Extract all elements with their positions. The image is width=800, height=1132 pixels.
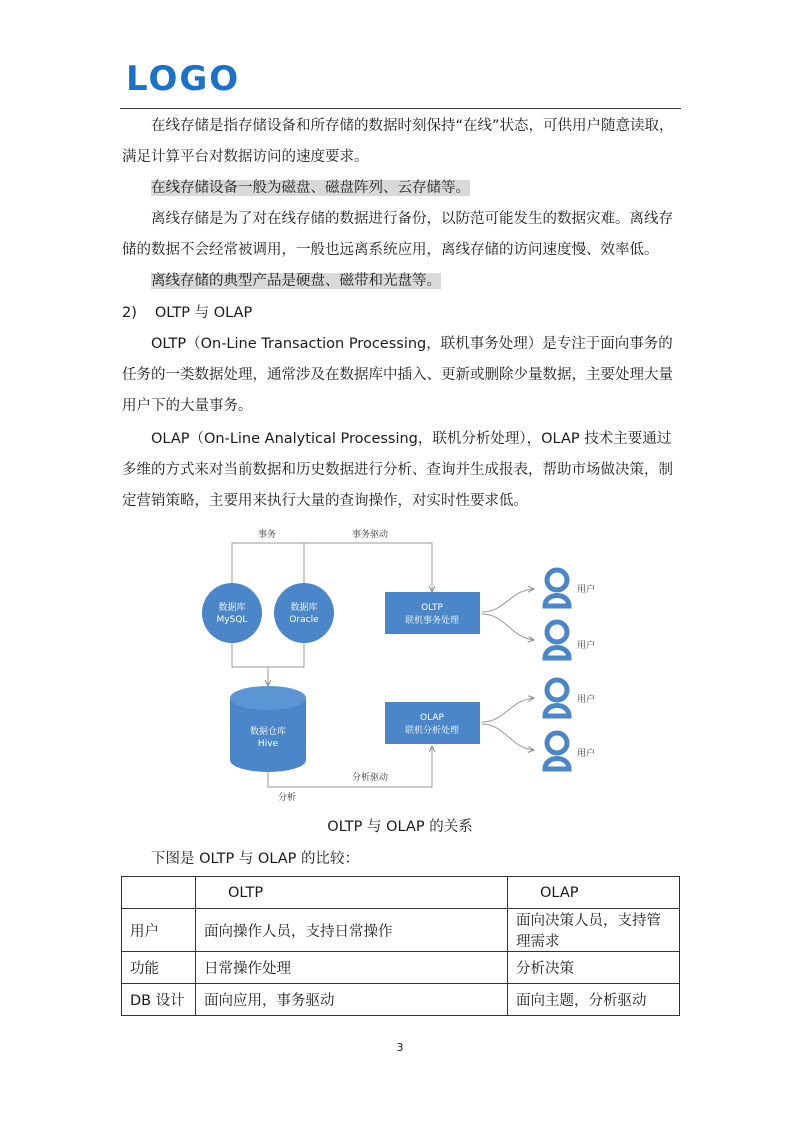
logo: LOGO bbox=[126, 59, 241, 99]
table-cell: 面向决策人员，支持管理需求 bbox=[508, 909, 680, 952]
db-merge-line bbox=[232, 643, 304, 667]
user-label: 用户 bbox=[577, 641, 596, 651]
db-mysql-label: 数据库 bbox=[218, 603, 246, 613]
db-oracle-circle bbox=[274, 583, 334, 643]
warehouse-name: Hive bbox=[257, 739, 279, 749]
relationship-diagram bbox=[190, 520, 610, 810]
paragraph-online-storage: 在线存储是指存储设备和所存储的数据时刻保持“在线”状态，可供用户随意读取，满足计算平台对数据访问的速度要求。 bbox=[122, 118, 674, 165]
section-title: OLTP 与 OLAP bbox=[154, 305, 253, 321]
paragraph-olap: OLAP（On-Line Analytical Processing，联机分析处理），OLAP 技术主要通过多维的方式来对当前数据和历史数据进行分析、查询并生成报表，帮助市场做决策，制定营销策略，主要用来执行大量的查询操作，对实时性要求低。 bbox=[122, 431, 673, 509]
user-label: 用户 bbox=[577, 585, 596, 595]
oltp-box-title: OLTP bbox=[421, 603, 443, 613]
olap-box-title: OLAP bbox=[420, 713, 444, 723]
table-cell: DB 设计 bbox=[122, 984, 196, 1016]
user-icon bbox=[545, 733, 569, 769]
table-cell: 面向应用，事务驱动 bbox=[196, 984, 508, 1016]
oltp-box-subtitle: 联机事务处理 bbox=[404, 616, 460, 626]
table-row bbox=[122, 909, 680, 952]
label-transaction-driven: 事务驱动 bbox=[352, 530, 389, 540]
label-analysis: 分析 bbox=[278, 793, 297, 803]
table-header-row bbox=[122, 877, 680, 909]
oltp-user2-arrow bbox=[482, 614, 534, 640]
paragraph-offline-storage: 离线存储是为了对在线存储的数据进行备份，以防范可能发生的数据灾难。离线存储的数据不会经常被调用，一般也远离系统应用，离线存储的访问速度慢、效率低。 bbox=[122, 211, 673, 258]
olap-user2-arrow bbox=[482, 724, 534, 750]
table-row bbox=[122, 984, 680, 1016]
user-label: 用户 bbox=[577, 749, 596, 759]
user-icon bbox=[545, 622, 569, 658]
table-cell: 用户 bbox=[122, 909, 196, 952]
paragraph-oltp: OLTP（On-Line Transaction Processing，联机事务处理）是专注于面向事务的任务的一类数据处理，通常涉及在数据库中插入、更新或删除少量数据，主要处理大量用户下的大量事务。 bbox=[122, 336, 673, 414]
transaction-driven-line bbox=[232, 543, 432, 592]
db-mysql-name: MySQL bbox=[216, 615, 248, 625]
warehouse-label: 数据仓库 bbox=[249, 727, 287, 737]
table-cell: 日常操作处理 bbox=[196, 952, 508, 984]
paragraph-compare-intro: 下图是 OLTP 与 OLAP 的比较： bbox=[151, 851, 360, 867]
user-icon bbox=[545, 680, 569, 716]
table-cell: 分析决策 bbox=[508, 952, 680, 984]
section-heading bbox=[122, 298, 252, 329]
table-header-cell bbox=[122, 877, 196, 909]
warehouse-cylinder-top bbox=[230, 686, 306, 710]
highlighted-text: 在线存储设备一般为磁盘、磁盘阵列、云存储等。 bbox=[151, 180, 470, 196]
db-oracle-label: 数据库 bbox=[290, 603, 318, 613]
user-icon bbox=[545, 570, 569, 606]
user-label: 用户 bbox=[577, 695, 596, 705]
section-number: 2) bbox=[122, 305, 137, 321]
figure-caption: OLTP 与 OLAP 的关系 bbox=[327, 819, 473, 835]
table-cell: 面向主题，分析驱动 bbox=[508, 984, 680, 1016]
header-divider bbox=[120, 108, 681, 109]
paragraph-offline-products bbox=[122, 266, 678, 297]
table-header-cell: OLTP bbox=[196, 877, 508, 909]
table-header-cell: OLAP bbox=[508, 877, 680, 909]
olap-box bbox=[385, 702, 480, 744]
table-row bbox=[122, 952, 680, 984]
db-mysql-circle bbox=[202, 583, 262, 643]
comparison-table bbox=[121, 876, 680, 1016]
table-cell: 功能 bbox=[122, 952, 196, 984]
highlighted-text: 离线存储的典型产品是硬盘、磁带和光盘等。 bbox=[151, 273, 441, 289]
olap-user1-arrow bbox=[482, 698, 534, 722]
table-cell: 面向操作人员，支持日常操作 bbox=[196, 909, 508, 952]
oltp-box bbox=[385, 592, 480, 634]
paragraph-online-devices bbox=[122, 173, 678, 204]
olap-box-subtitle: 联机分析处理 bbox=[404, 726, 460, 736]
label-transaction: 事务 bbox=[258, 530, 277, 540]
db-oracle-name: Oracle bbox=[289, 615, 319, 625]
page-number: 3 bbox=[396, 1041, 404, 1054]
label-analysis-driven: 分析驱动 bbox=[352, 773, 389, 783]
oltp-user1-arrow bbox=[482, 589, 534, 612]
